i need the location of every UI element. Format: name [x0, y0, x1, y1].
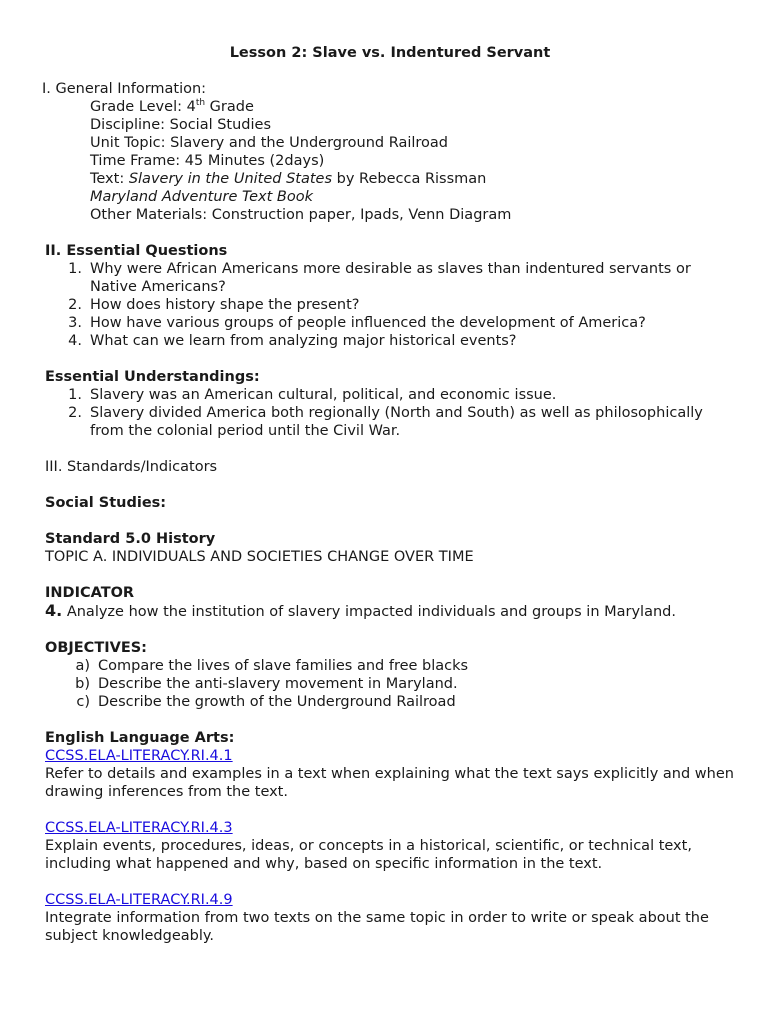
list-item: [45, 260, 735, 296]
time-frame: Time Frame: 45 Minutes (2days): [90, 153, 325, 169]
standard-link-ri-4-9[interactable]: CCSS.ELA-LITERACY.RI.4.9: [45, 892, 233, 908]
grade-level: [45, 98, 735, 116]
essential-understandings-list: [45, 386, 735, 440]
list-text: Slavery was an American cultural, political, and economic issue.: [90, 387, 557, 403]
list-item: [45, 332, 735, 350]
document-page: [42, 44, 735, 945]
lesson-title: Lesson 2: Slave vs. Indentured Servant: [229, 45, 551, 61]
objectives-heading: OBJECTIVES:: [45, 640, 147, 656]
list-item: [45, 314, 735, 332]
essential-questions-list: [45, 260, 735, 350]
standard-heading: Standard 5.0 History: [45, 531, 216, 547]
list-item: [45, 657, 735, 675]
list-text: Describe the growth of the Underground Railroad: [98, 694, 456, 710]
essential-questions-heading: II. Essential Questions: [45, 243, 228, 259]
list-text: Describe the anti-slavery movement in Maryland.: [98, 676, 458, 692]
list-number: 1.: [68, 261, 82, 277]
list-text: Why were African Americans more desirable as slaves than indentured servants or Native Americans?: [90, 261, 691, 295]
ela-heading: English Language Arts:: [45, 730, 235, 746]
list-item: [45, 675, 735, 693]
text-label: Text:: [90, 171, 129, 187]
standards-heading: III. Standards/Indicators: [45, 459, 218, 475]
unit-topic: Unit Topic: Slavery and the Underground Railroad: [90, 135, 449, 151]
standard-link-ri-4-3[interactable]: CCSS.ELA-LITERACY.RI.4.3: [45, 820, 233, 836]
topic-line: TOPIC A. INDIVIDUALS AND SOCIETIES CHANGE OVER TIME: [45, 549, 474, 565]
grade-level-suffix: Grade: [205, 99, 254, 115]
textbook-title: Maryland Adventure Text Book: [90, 189, 313, 205]
social-studies-heading: Social Studies:: [45, 495, 167, 511]
list-letter: b): [75, 676, 90, 692]
textbook: [45, 188, 735, 206]
standard-link-ri-4-1[interactable]: CCSS.ELA-LITERACY.RI.4.1: [45, 748, 233, 764]
list-text: Slavery divided America both regionally (North and South) as well as philosophically from the colonial period until the Civil War.: [90, 405, 703, 439]
other-materials: Other Materials: Construction paper, Ipads, Venn Diagram: [90, 207, 512, 223]
standard-description: Integrate information from two texts on the same topic in order to write or speak about the subject knowledgeably.: [45, 910, 709, 944]
grade-level-prefix: Grade Level: 4: [90, 99, 196, 115]
indicator-text: Analyze how the institution of slavery impacted individuals and groups in Maryland.: [62, 604, 676, 620]
text-title: Slavery in the United States: [128, 171, 333, 187]
list-text: How have various groups of people influenced the development of America?: [90, 315, 646, 331]
list-letter: a): [75, 658, 90, 674]
list-text: What can we learn from analyzing major historical events?: [90, 333, 517, 349]
standard-description: Explain events, procedures, ideas, or concepts in a historical, scientific, or technical text, including what happened and why, based on specific information in the text.: [45, 838, 692, 872]
text-line: [45, 170, 735, 188]
text-author: by Rebecca Rissman: [332, 171, 487, 187]
indicator-heading: INDICATOR: [45, 585, 135, 601]
list-number: 4.: [68, 333, 82, 349]
general-info-heading: I. General Information:: [42, 81, 207, 97]
list-number: 1.: [68, 387, 82, 403]
list-text: Compare the lives of slave families and free blacks: [98, 658, 469, 674]
list-number: 3.: [68, 315, 82, 331]
indicator-line: [45, 602, 735, 621]
essential-understandings-heading: Essential Understandings:: [45, 369, 260, 385]
grade-level-sup: th: [195, 98, 206, 109]
list-item: [45, 386, 735, 404]
indicator-number: 4.: [45, 601, 63, 620]
list-letter: c): [76, 694, 90, 710]
discipline: Discipline: Social Studies: [90, 117, 272, 133]
list-item: [45, 404, 735, 440]
list-number: 2.: [68, 405, 82, 421]
list-item: [45, 693, 735, 711]
standard-description: Refer to details and examples in a text when explaining what the text says explicitly and when drawing inferences from the text.: [45, 766, 734, 800]
list-item: [45, 296, 735, 314]
objectives-list: [45, 657, 735, 711]
list-text: How does history shape the present?: [90, 297, 360, 313]
list-number: 2.: [68, 297, 82, 313]
